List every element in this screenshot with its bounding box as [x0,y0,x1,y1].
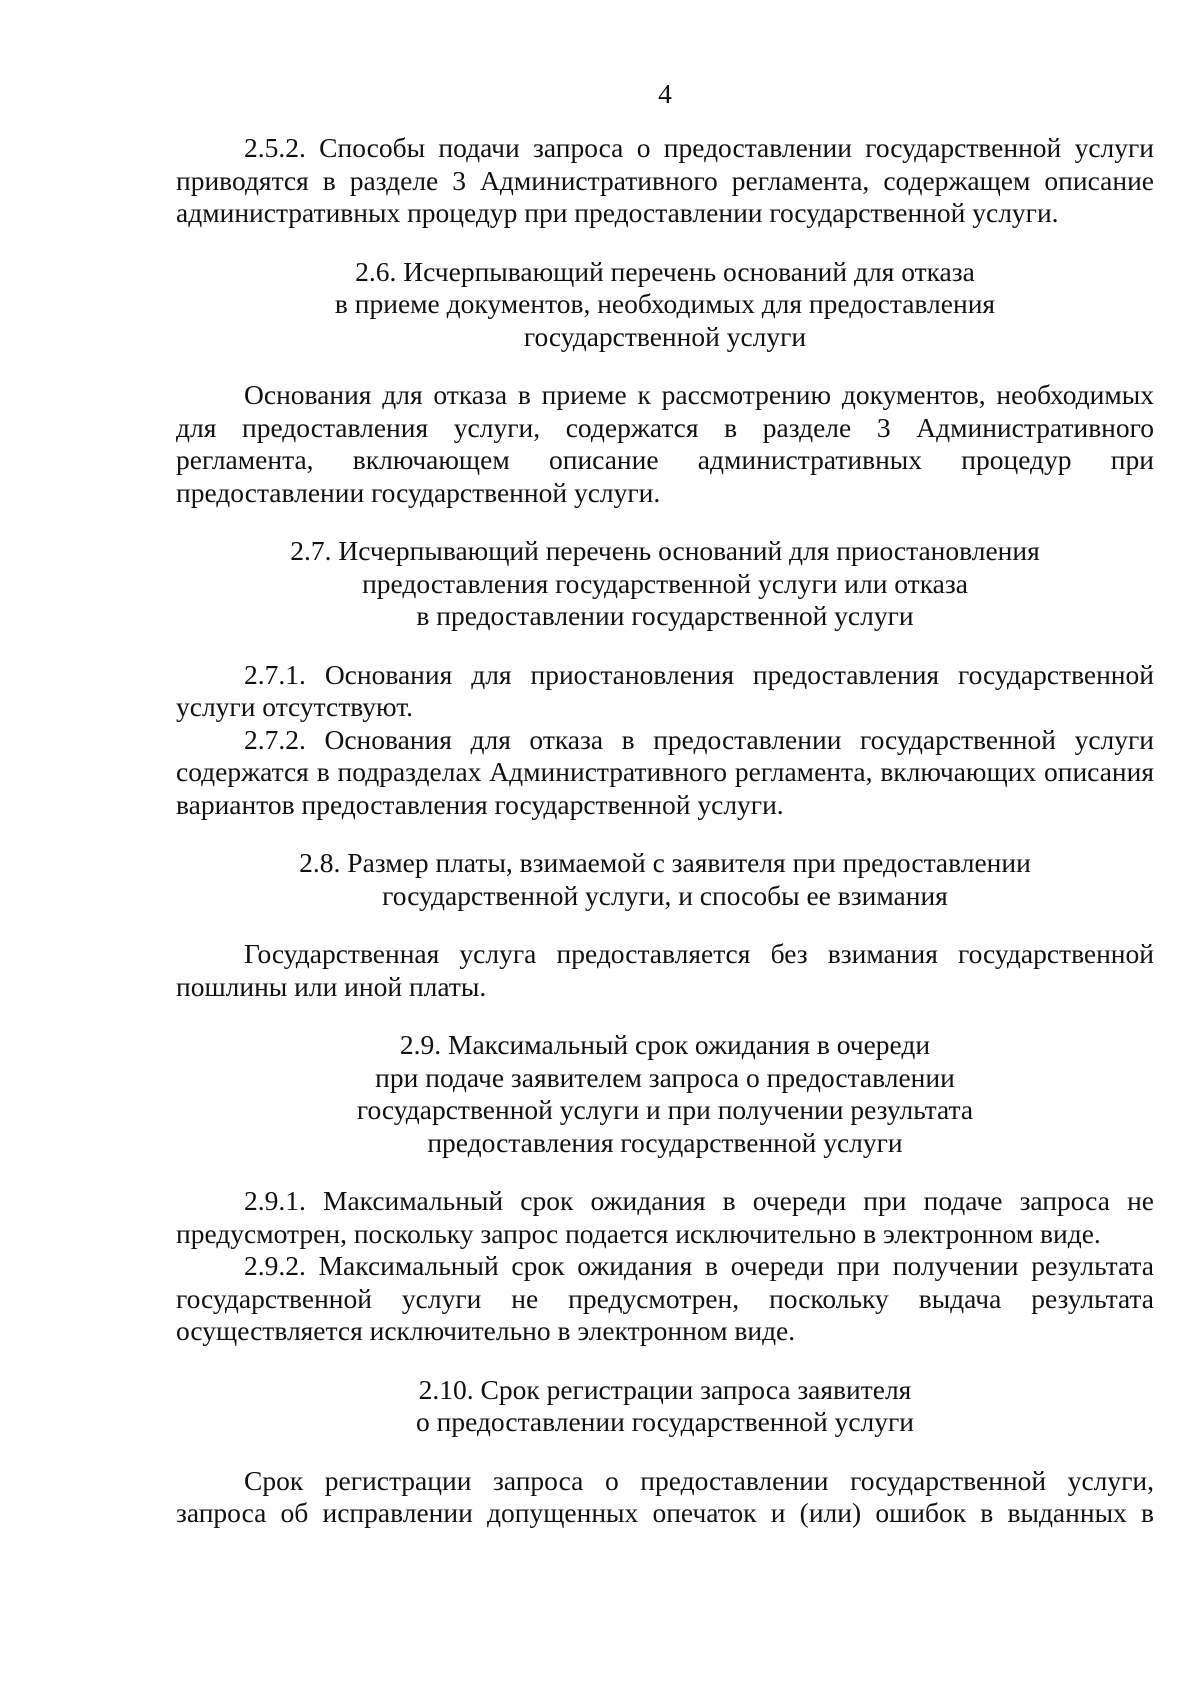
spacer [176,1348,1154,1374]
paragraph-2-10: Срок регистрации запроса о предоставлении государственной услуги, запроса об исправлении допущенных опечаток и (или) ошибок в выданных в [176,1464,1154,1528]
spacer [176,633,1154,659]
heading-line: 2.6. Исчерпывающий перечень оснований для отказа [355,255,975,287]
heading-2-6 [176,256,1154,354]
spacer [176,1159,1154,1185]
spacer [176,1439,1154,1465]
paragraph-2-7-2: 2.7.2. Основания для отказа в предоставлении государственной услуги содержатся в подразделах Административного регламента, включающих описания вариантов предоставления государственной услуги. [176,723,1154,820]
spacer [176,821,1154,847]
heading-line: в приеме документов, необходимых для предоставления [334,288,996,319]
heading-2-9 [176,1029,1154,1159]
heading-line: государственной услуги и при получении результата [356,1094,974,1125]
paragraph-2-9-2: 2.9.2. Максимальный срок ожидания в очереди при получении результата государственной услуги не предусмотрен, поскольку выдача результата осуществляется исключительно в электронном виде. [176,1250,1154,1346]
paragraph-2-9-1: 2.9.1. Максимальный срок ожидания в очереди при подаче запроса не предусмотрен, поскольку запрос подается исключительно в электронном виде. [176,1185,1154,1249]
spacer [176,1003,1154,1029]
heading-2-10 [176,1374,1154,1439]
heading-line: предоставления государственной услуги или отказа [362,567,968,599]
spacer [176,912,1154,938]
heading-line: 2.7. Исчерпывающий перечень оснований для приостановления [290,535,1040,566]
heading-line: предоставления государственной услуги [427,1126,903,1158]
heading-2-8 [176,847,1154,912]
spacer [176,353,1154,379]
paragraph-2-7-1: 2.7.1. Основания для приостановления предоставления государственной услуги отсутствуют. [176,658,1154,722]
page-number: 4 [658,78,672,109]
heading-line: 2.8. Размер платы, взимаемой с заявителя при предоставлении [299,847,1031,878]
heading-line: государственной услуги, и способы ее взимания [382,879,948,911]
paragraph-2-8: Государственная услуга предоставляется без взимания государственной пошлины или иной платы. [176,938,1154,1002]
heading-line: государственной услуги [523,320,807,352]
paragraph-2-5-2: 2.5.2. Способы подачи запроса о предоставлении государственной услуги приводятся в разделе 3 Административного регламента, содержащем описание административных процедур при предоставлении государственной услуги. [176,132,1154,228]
heading-line: о предоставлении государственной услуги [416,1406,914,1437]
heading-line: в предоставлении государственной услуги [416,600,914,631]
paragraph-2-6: Основания для отказа в приеме к рассмотрению документов, необходимых для предоставления услуги, содержатся в разделе 3 Административного регламента, включающем описание административных процедур при предоставлении государственной услуги. [176,379,1154,508]
heading-line: 2.9. Максимальный срок ожидания в очереди [399,1029,931,1060]
heading-2-7 [176,535,1154,633]
document-body [176,132,1154,1530]
heading-line: 2.10. Срок регистрации запроса заявителя [418,1373,912,1405]
heading-line: при подаче заявителем запроса о предоставлении [375,1061,955,1093]
spacer [176,509,1154,535]
spacer [176,230,1154,256]
